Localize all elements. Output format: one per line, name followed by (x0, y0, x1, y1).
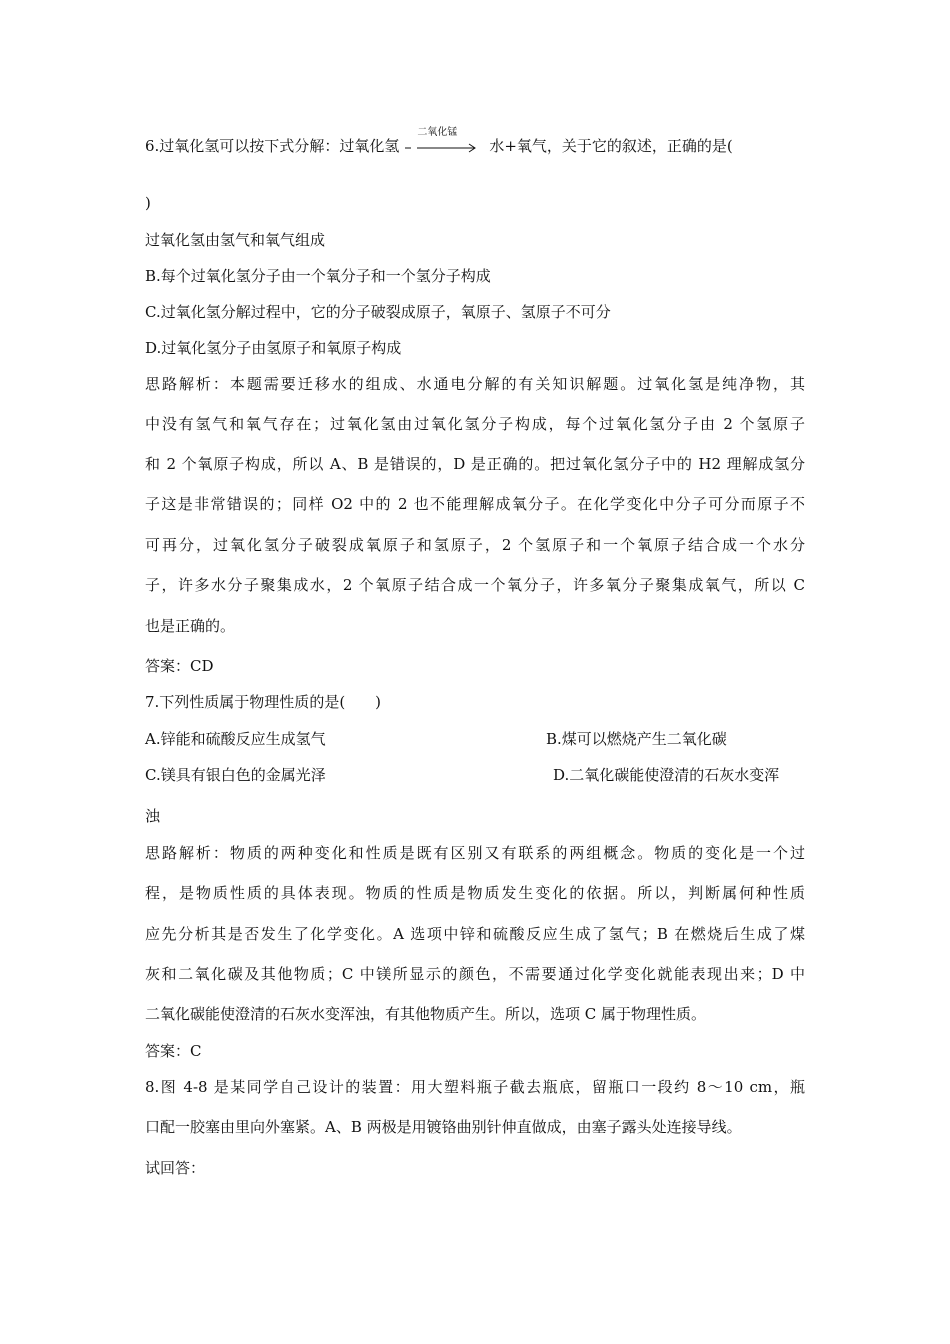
q6-answer: 答案：CD (145, 657, 214, 675)
q7-analysis-line: 应先分析其是否发生了化学变化。A 选项中锌和硫酸反应生成了氢气；B 在燃烧后生成了煤 (145, 925, 805, 943)
q6-analysis-line: 子这是非常错误的；同样 O2 中的 2 也不能理解成氧分子。在化学变化中分子可分而原子不 (145, 495, 805, 513)
q7-answer: 答案：C (145, 1042, 202, 1060)
q6-analysis-line: 中没有氢气和氧气存在；过氧化氢由过氧化氢分子构成，每个过氧化氢分子由 2 个氢原子 (145, 415, 805, 433)
reaction-arrow (403, 127, 485, 157)
catalyst-label: 二氧化锰 (417, 127, 458, 138)
q7-stem: 7.下列性质属于物理性质的是( ) (145, 693, 382, 711)
q7-analysis-line: 二氧化碳能使澄清的石灰水变浑浊，有其他物质产生。所以，选项 C 属于物理性质。 (145, 1005, 707, 1023)
q6-stem-before: 6.过氧化氢可以按下式分解：过氧化氢 (145, 137, 400, 155)
q6-option-c: C.过氧化氢分解过程中，它的分子破裂成原子，氧原子、氢原子不可分 (145, 303, 611, 321)
arrow-icon (403, 137, 485, 157)
q6-analysis-line: 子，许多水分子聚集成水，2 个氧原子结合成一个氧分子，许多氧分子聚集成氧气，所以 C (145, 576, 805, 594)
q6-analysis-line: 可再分，过氧化氢分子破裂成氧原子和氢原子，2 个氢原子和一个氧原子结合成一个水分 (145, 536, 805, 554)
q6-stem-close: ) (145, 194, 151, 212)
q8-stem-line: 8.图 4-8 是某同学自己设计的装置：用大塑料瓶子截去瓶底，留瓶口一段约 8～10 cm，瓶 (145, 1078, 805, 1096)
q6-stem-after: 水+氧气，关于它的叙述，正确的是( (489, 137, 733, 155)
q7-option-d-cont: 浊 (145, 807, 161, 825)
q6-analysis-line: 也是正确的。 (145, 617, 236, 635)
q6-stem (145, 127, 733, 157)
q7-option-b: B.煤可以燃烧产生二氧化碳 (546, 730, 727, 748)
q6-analysis-line: 思路解析：本题需要迁移水的组成、水通电分解的有关知识解题。过氧化氢是纯净物，其 (145, 375, 805, 393)
q7-analysis-line: 思路解析：物质的两种变化和性质是既有区别又有联系的两组概念。物质的变化是一个过 (145, 844, 805, 862)
q7-option-c: C.镁具有银白色的金属光泽 (145, 766, 326, 784)
q7-analysis-line: 程，是物质性质的具体表现。物质的性质是物质发生变化的依据。所以，判断属何种性质 (145, 884, 805, 902)
q7-option-a: A.锌能和硫酸反应生成氢气 (145, 730, 326, 748)
q8-prompt: 试回答： (145, 1159, 206, 1177)
q6-option-b: B.每个过氧化氢分子由一个氧分子和一个氢分子构成 (145, 267, 491, 285)
q6-option-d: D.过氧化氢分子由氢原子和氧原子构成 (145, 339, 402, 357)
q6-analysis-line: 和 2 个氧原子构成，所以 A、B 是错误的，D 是正确的。把过氧化氢分子中的 H2 理解成氢分 (145, 455, 805, 473)
q8-stem-line: 口配一胶塞由里向外塞紧。A、B 两极是用镀铬曲别针伸直做成，由塞子露头处连接导线。 (145, 1118, 742, 1136)
q6-option-a: 过氧化氢由氢气和氧气组成 (145, 231, 326, 249)
q7-analysis-line: 灰和二氧化碳及其他物质；C 中镁所显示的颜色，不需要通过化学变化就能表现出来；D 中 (145, 965, 805, 983)
q7-option-d: D.二氧化碳能使澄清的石灰水变浑 (553, 766, 780, 784)
